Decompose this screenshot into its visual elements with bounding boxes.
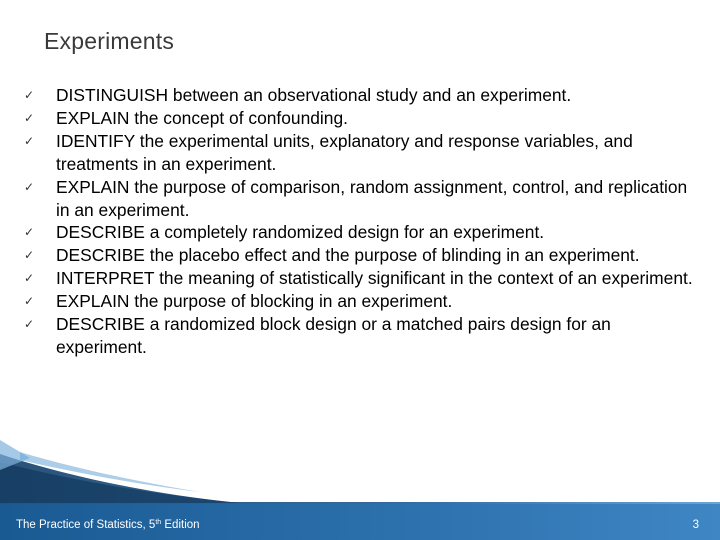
checkmark-icon: ✓ bbox=[24, 179, 35, 194]
bullet-text: INTERPRET the meaning of statistically significant in the context of an experiment. bbox=[56, 268, 693, 289]
bullet-text: DESCRIBE the placebo effect and the purpose of blinding in an experiment. bbox=[56, 245, 640, 266]
bullet-text: DESCRIBE a completely randomized design for an experiment. bbox=[56, 222, 545, 243]
checkmark-icon: ✓ bbox=[24, 271, 35, 286]
page-number: 3 bbox=[692, 519, 699, 531]
bullet-item bbox=[24, 267, 700, 290]
checkmark-icon: ✓ bbox=[24, 294, 35, 309]
bullet-item bbox=[24, 84, 700, 107]
checkmark-icon: ✓ bbox=[24, 88, 35, 102]
bullet-item bbox=[24, 244, 700, 267]
bullet-item bbox=[24, 107, 700, 130]
bullet-text: DISTINGUISH between an observational study and an experiment. bbox=[56, 85, 572, 105]
bullet-item bbox=[24, 221, 700, 244]
bullet-item bbox=[24, 290, 700, 313]
checkmark-icon: ✓ bbox=[24, 317, 35, 332]
bullet-text: EXPLAIN the purpose of comparison, random assignment, control, and replication in an experiment. bbox=[56, 176, 688, 220]
bullet-text: EXPLAIN the purpose of blocking in an experiment. bbox=[56, 291, 453, 312]
footer-book-title: The Practice of Statistics, 5th Edition bbox=[16, 519, 200, 531]
checkmark-icon: ✓ bbox=[24, 110, 35, 125]
edition-superscript: th bbox=[155, 519, 162, 526]
checkmark-icon: ✓ bbox=[24, 225, 35, 240]
bullet-list bbox=[24, 84, 700, 359]
checkmark-icon: ✓ bbox=[24, 133, 35, 148]
bullet-text: IDENTIFY the experimental units, explanatory and response variables, and treatments in an experiment. bbox=[56, 130, 633, 174]
bullet-text: DESCRIBE a randomized block design or a matched pairs design for an experiment. bbox=[56, 314, 611, 357]
bullet-item bbox=[24, 176, 700, 222]
bullet-text: EXPLAIN the concept of confounding. bbox=[56, 107, 348, 128]
bullet-item bbox=[24, 313, 700, 359]
checkmark-icon: ✓ bbox=[24, 248, 35, 263]
bullet-item bbox=[24, 130, 700, 176]
slide-title: Experiments bbox=[44, 28, 175, 54]
